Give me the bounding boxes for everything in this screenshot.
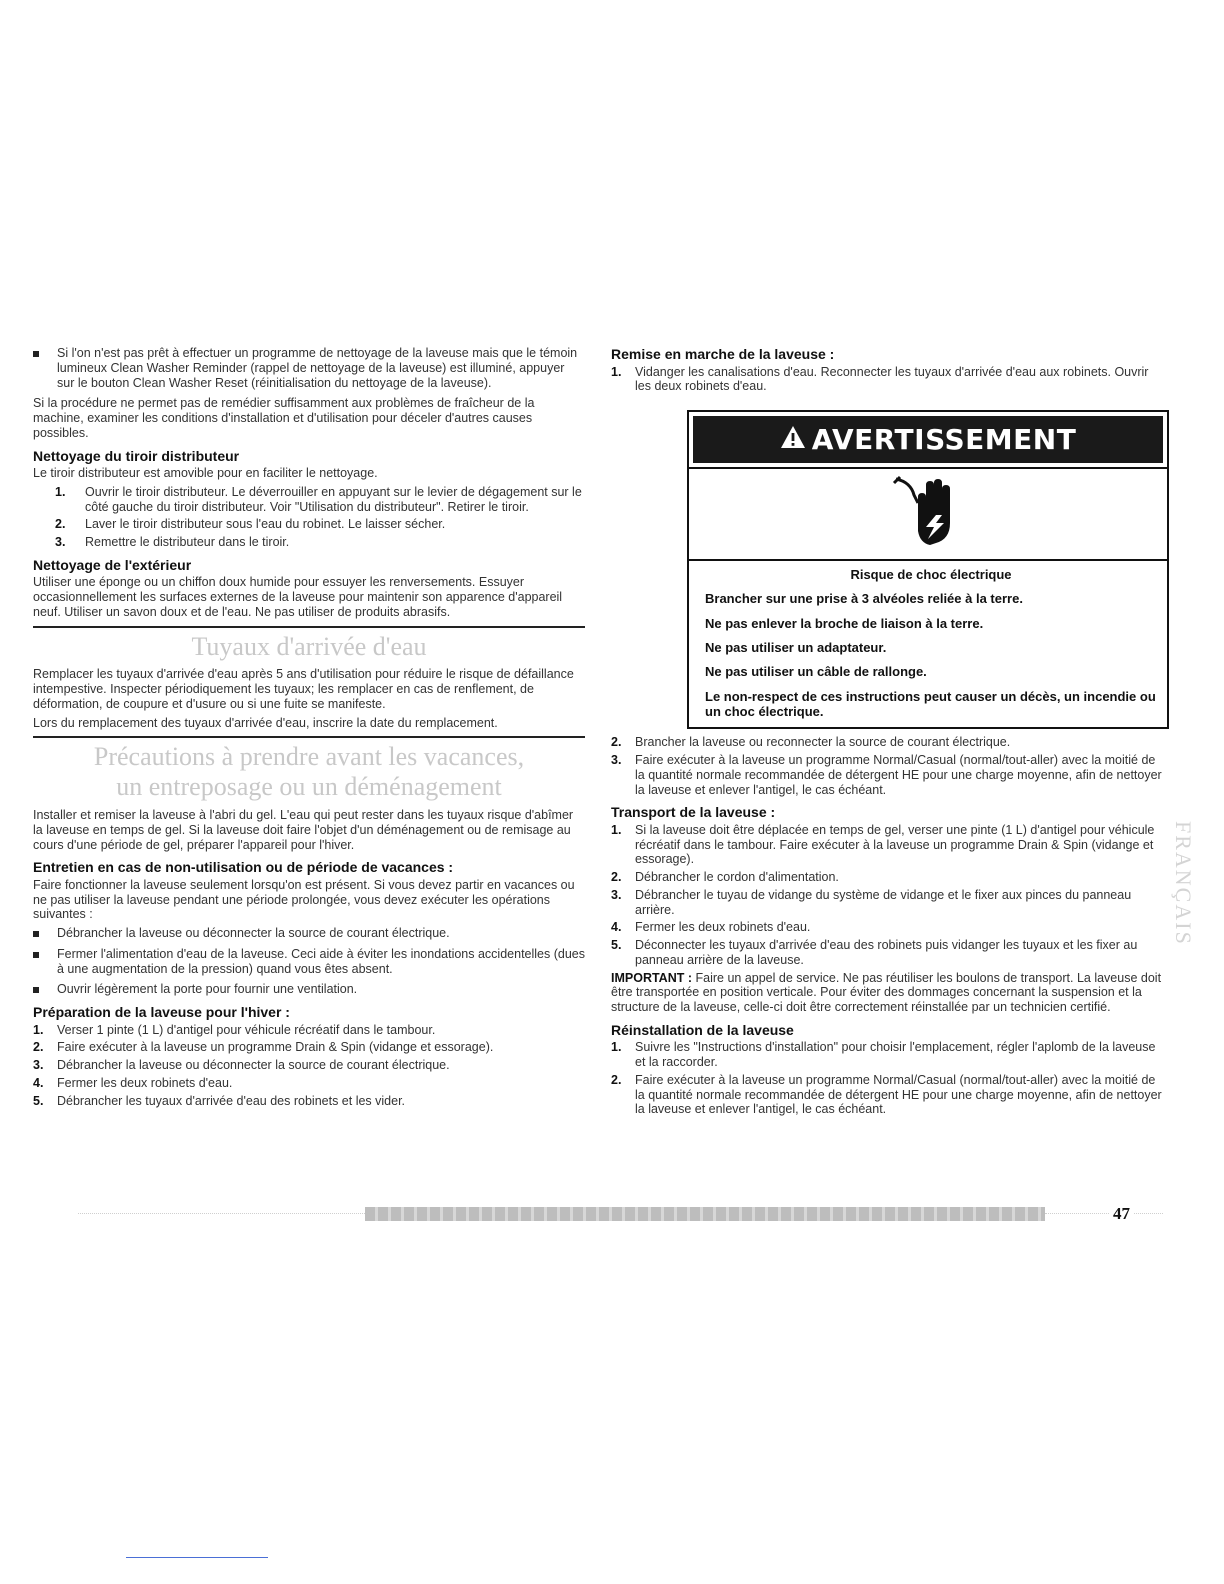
hoses-paragraph-1: Remplacer les tuyaux d'arrivée d'eau après 5 ans d'utilisation pour réduire le risque de défaillance intempestive. Inspecter périodiquement les tuyaux; les remplacer en cas de renflement, de déformation, de coupure et d'usure ou si une fuite se manifeste.: [33, 667, 574, 711]
warning-title: AVERTISSEMENT: [811, 423, 1077, 456]
right-column: [611, 346, 1163, 1120]
transport-heading: Transport de la laveuse :: [611, 804, 776, 821]
bottom-rule: [126, 1557, 268, 1558]
bullet-icon: [33, 987, 39, 993]
restart-heading: Remise en marche de la laveuse :: [611, 346, 835, 362]
list-item: 1. Si la laveuse doit être déplacée en temps de gel, verser une pinte (1 L) d'antigel pour véhicule récréatif dans le tambour. Faire exécuter à la laveuse un programme Drain & Spin (vidange et essorage).: [611, 822, 1155, 867]
bullet-icon: [33, 351, 39, 357]
list-item: 5. Déconnecter les tuyaux d'arrivée d'eau des robinets puis vidanger les tuyaux et les fixer au panneau arrière de la laveuse.: [611, 938, 1138, 967]
winter-heading: Préparation de la laveuse pour l'hiver :: [33, 1004, 290, 1021]
procedure-paragraph: Si la procédure ne permet pas de remédier suffisamment aux problèmes de fraîcheur de la machine, examiner les conditions d'installation et d'utilisation pour déceler d'autres causes possibles.: [33, 396, 535, 440]
list-item: 2. Débrancher le cordon d'alimentation.: [611, 870, 839, 885]
section-divider: [33, 626, 585, 628]
list-item: 4. Fermer les deux robinets d'eau.: [33, 1075, 233, 1090]
language-side-tab: FRANÇAIS: [1170, 820, 1196, 946]
list-item: 2. Faire exécuter à la laveuse un programme Normal/Casual (normal/tout-aller) avec la moitié de la quantité normale recommandée de détergent HE pour une charge moyenne, afin de nettoyer la laveuse et enlever l'antigel, le cas échéant.: [611, 1072, 1162, 1117]
warning-line: Le non-respect de ces instructions peut causer un décès, un incendie ou un choc électrique.: [705, 688, 1156, 719]
warning-risk-title: Risque de choc électrique: [850, 567, 1012, 583]
list-item: 2. Laver le tiroir distributeur sous l'eau du robinet. Le laisser sécher.: [55, 517, 446, 532]
warning-line: Ne pas enlever la broche de liaison à la terre.: [705, 615, 984, 631]
bullet-item: Si l'on n'est pas prêt à effectuer un programme de nettoyage de la laveuse mais que le témoin lumineux Clean Washer Reminder (rappel de nettoyage de la laveuse) est illuminé, appuyer sur le bouton Clean Washer Reset (réinitialisation du nettoyage de la laveuse).: [33, 346, 585, 390]
bullet-icon: [33, 931, 39, 937]
section-divider: [33, 736, 585, 738]
dispenser-heading: Nettoyage du tiroir distributeur: [33, 447, 240, 464]
exterior-heading: Nettoyage de l'extérieur: [33, 556, 192, 573]
exterior-text: Utiliser une éponge ou un chiffon doux humide pour essuyer les renversements. Essuyer occasionnellement les surfaces externes de la laveuse pour maintenir son apparence d'appareil neuf. Utiliser un savon doux et de l'eau. Ne pas utiliser de produits abrasifs.: [33, 575, 563, 619]
warning-triangle-icon: [780, 423, 806, 456]
vacation-sub-intro: Faire fonctionner la laveuse seulement lorsqu'on est présent. Si vous devez partir en vacances ou ne pas utiliser la laveuse pendant une période prolongée, vous devez exécuter les opérations suivantes :: [33, 877, 575, 922]
vacation-title: Précautions à prendre avant les vacances, un entreposage ou un déménagement: [93, 742, 525, 802]
list-item: 1. Suivre les "Instructions d'installation" pour choisir l'emplacement, régler l'aplomb de la laveuse et la raccorder.: [611, 1040, 1156, 1070]
bullet-item: Fermer l'alimentation d'eau de la laveuse. Ceci aide à éviter les inondations accidentelles (dues à une augmentation de la pression) quand vous êtes absent.: [33, 947, 585, 977]
list-item: 1. Vidanger les canalisations d'eau. Reconnecter les tuyaux d'arrivée d'eau aux robinets. Ouvrir les deux robinets d'eau.: [611, 364, 1149, 394]
list-item: 1. Verser 1 pinte (1 L) d'antigel pour véhicule récréatif dans le tambour.: [33, 1022, 436, 1037]
vacation-intro: Installer et remiser la laveuse à l'abri du gel. L'eau qui peut rester dans les tuyaux risque d'abîmer la laveuse en temps de gel. Si la laveuse doit faire l'objet d'un déménagement ou de remisage au cours d'une période de gel, préparer l'appareil pour l'hiver.: [33, 808, 574, 852]
list-item: 3. Débrancher la laveuse ou déconnecter la source de courant électrique.: [33, 1058, 450, 1073]
reinstall-heading: Réinstallation de la laveuse: [611, 1021, 794, 1038]
vacation-subheading: Entretien en cas de non-utilisation ou de période de vacances :: [33, 859, 454, 876]
list-item: 3. Faire exécuter à la laveuse un programme Normal/Casual (normal/tout-aller) avec la moitié de la quantité normale recommandée de détergent HE pour une charge moyenne, afin de nettoyer la laveuse et enlever l'antigel, le cas échéant.: [611, 753, 1162, 797]
list-item: 4. Fermer les deux robinets d'eau.: [611, 920, 811, 935]
footer-divider: [78, 1213, 365, 1214]
warning-line: Brancher sur une prise à 3 alvéoles reliée à la terre.: [705, 591, 1023, 607]
electric-shock-hand-icon: [892, 473, 964, 553]
warning-header: [689, 412, 1167, 467]
warning-box: [687, 410, 1169, 729]
footer-bar: [365, 1207, 1045, 1221]
dispenser-intro: Le tiroir distributeur est amovible pour en faciliter le nettoyage.: [33, 466, 378, 481]
hoses-title: Tuyaux d'arrivée d'eau: [191, 631, 427, 661]
list-item: 3. Remettre le distributeur dans le tiroir.: [55, 535, 290, 550]
hoses-paragraph-2: Lors du remplacement des tuyaux d'arrivée d'eau, inscrire la date du remplacement.: [33, 715, 498, 730]
bullet-item: Ouvrir légèrement la porte pour fournir une ventilation.: [33, 982, 585, 997]
left-column: [33, 346, 585, 1111]
warning-line: Ne pas utiliser un câble de rallonge.: [705, 664, 927, 680]
page-number: 47: [1110, 1204, 1133, 1224]
important-note: IMPORTANT : Faire un appel de service. Ne pas réutiliser les boulons de transport. La laveuse doit être transportée en position verticale. Pour éviter des dommages concernant la suspension et la structure de la laveuse, celle-ci doit être correctement réinstallée par un technicien certifié.: [611, 970, 1162, 1015]
list-item: 5. Débrancher les tuyaux d'arrivée d'eau des robinets et les vider.: [33, 1093, 406, 1108]
list-item: 1. Ouvrir le tiroir distributeur. Le déverrouiller en appuyant sur le levier de dégagement sur le côté gauche du tiroir distributeur. Voir "Utilisation du distributeur". Retirer le tiroir.: [55, 484, 582, 514]
list-item: 3. Débrancher le tuyau de vidange du système de vidange et le fixer aux pinces du panneau arrière.: [611, 887, 1132, 917]
footer-divider: [1045, 1213, 1163, 1214]
bullet-icon: [33, 952, 39, 958]
list-item: 2. Faire exécuter à la laveuse un programme Drain & Spin (vidange et essorage).: [33, 1040, 494, 1055]
warning-line: Ne pas utiliser un adaptateur.: [705, 640, 887, 655]
bullet-item: Débrancher la laveuse ou déconnecter la source de courant électrique.: [33, 926, 585, 941]
list-item: 2. Brancher la laveuse ou reconnecter la source de courant électrique.: [611, 735, 1011, 750]
